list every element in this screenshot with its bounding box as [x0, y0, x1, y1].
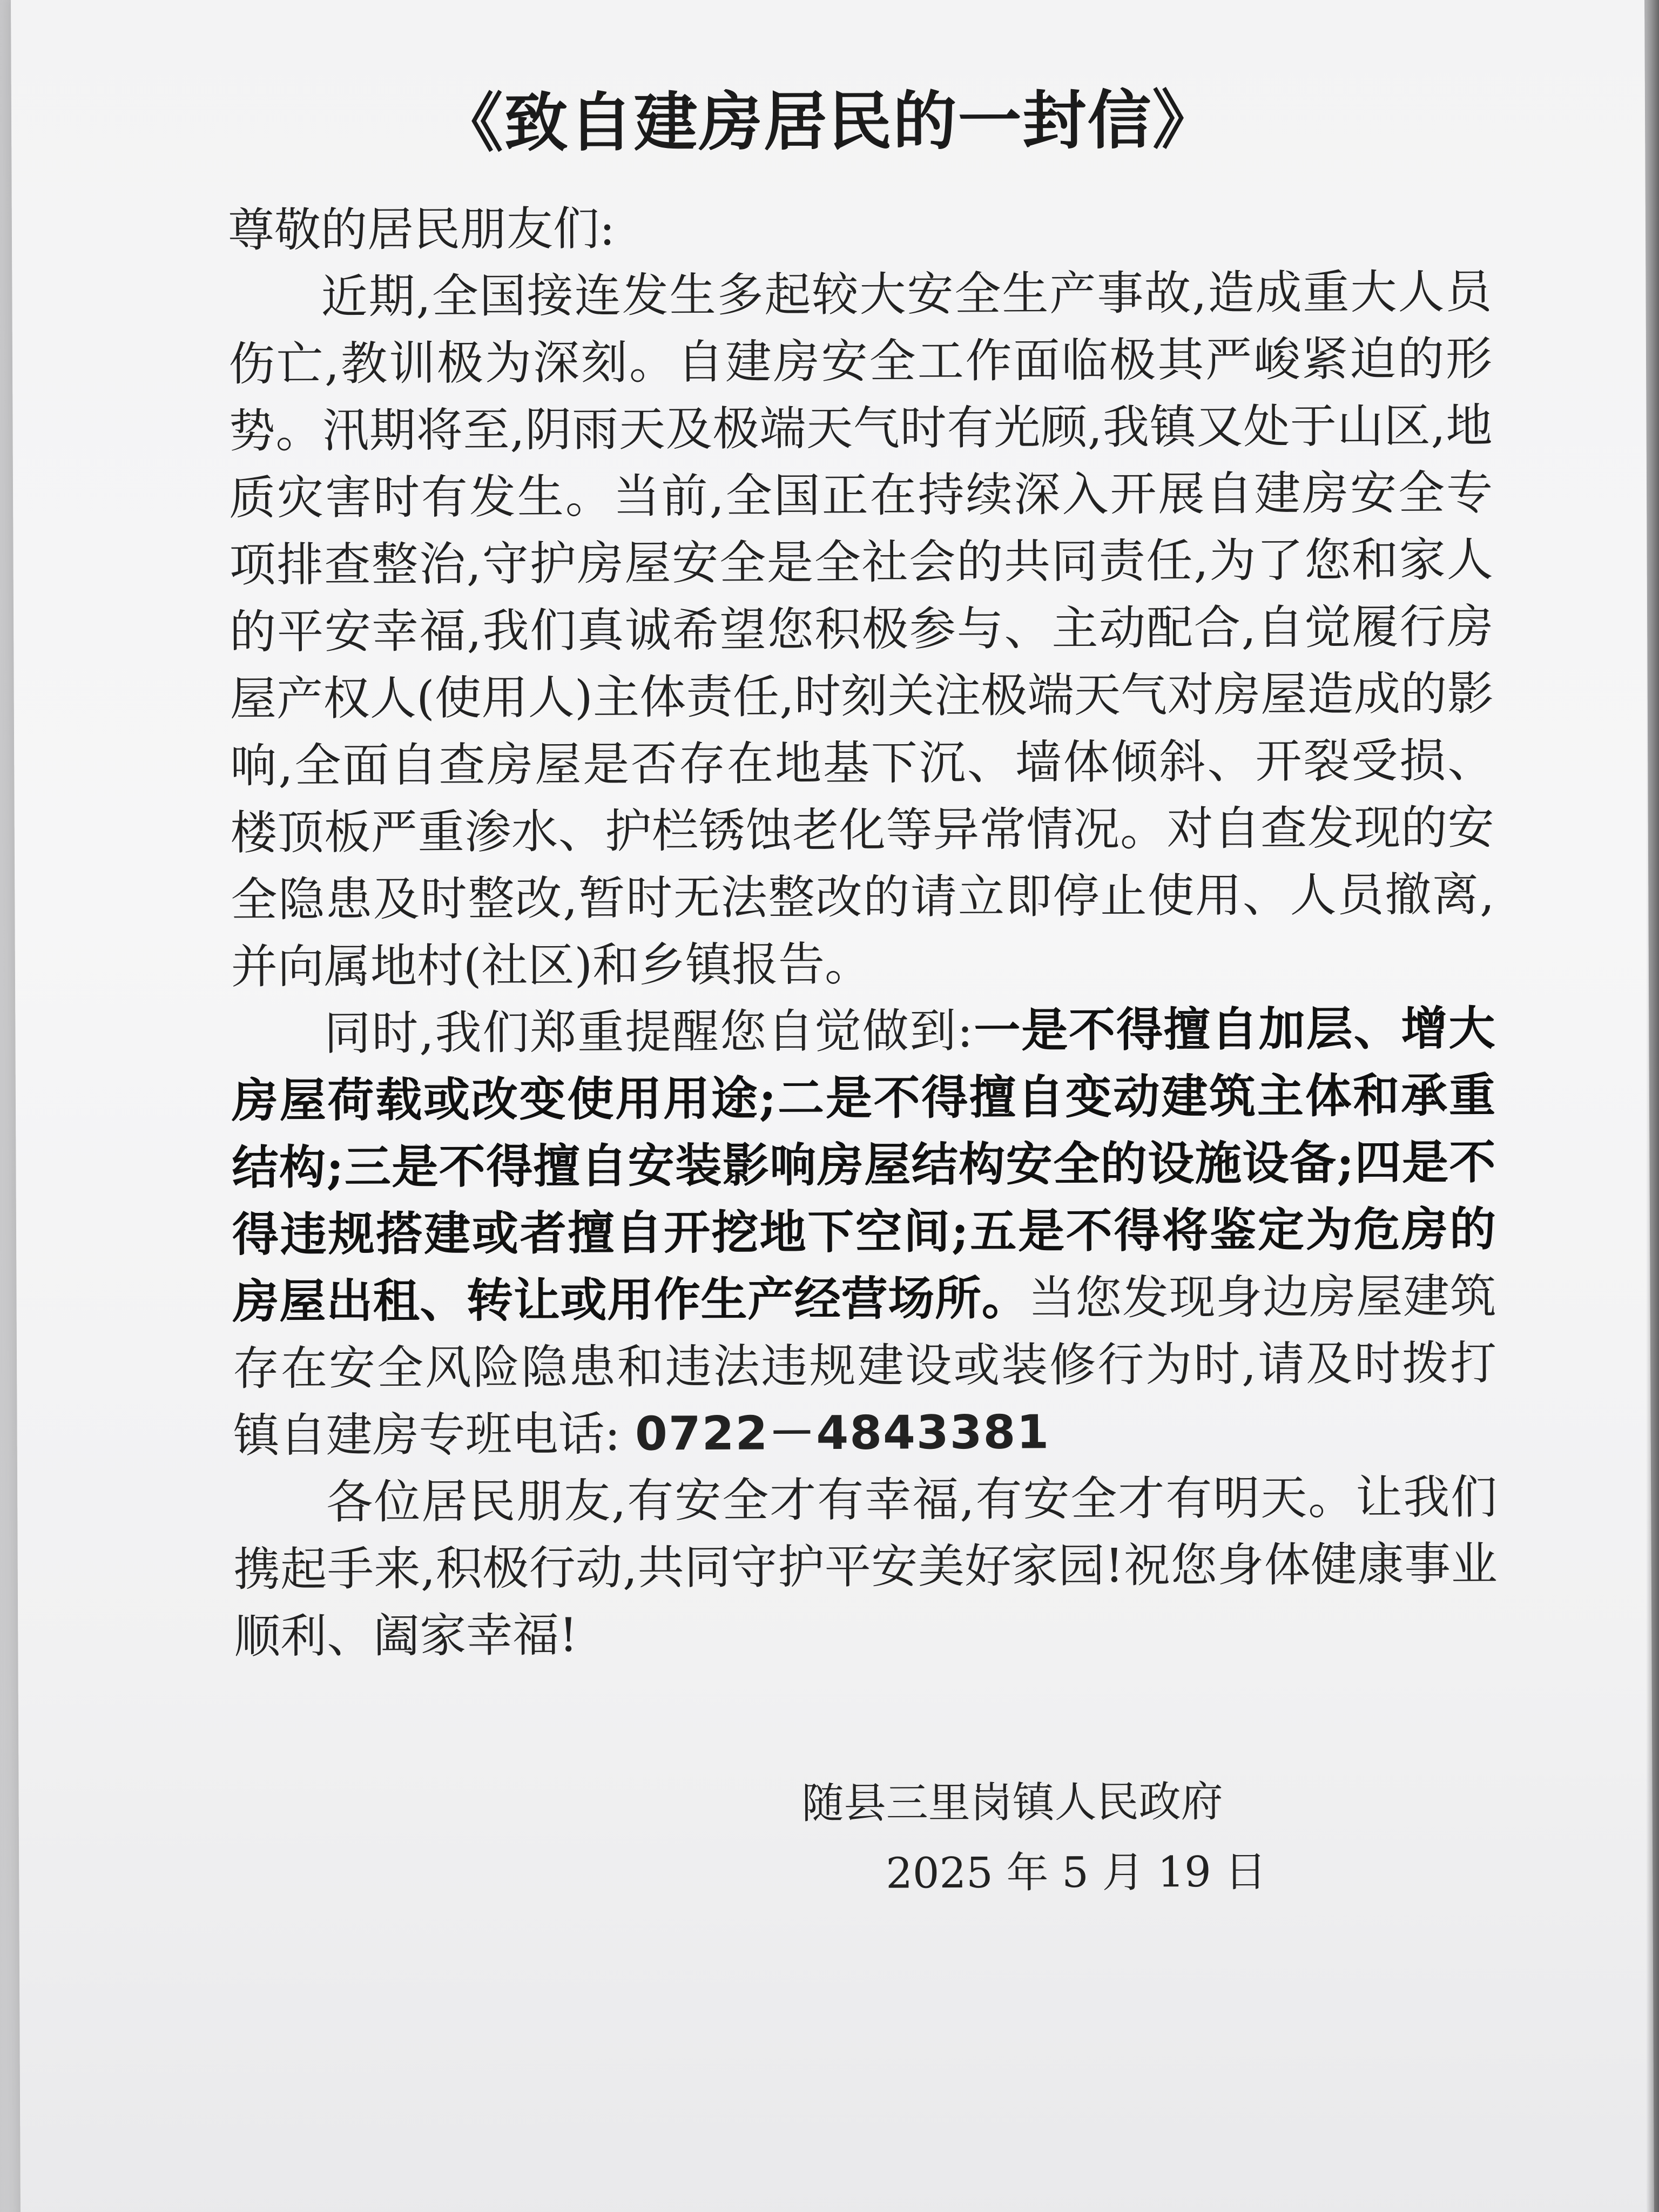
- reminders-prohibitions: 一是不得擅自加层、增大房屋荷载或改变使用用途;二是不得擅自变动建筑主体和承重结构;三是不得擅自安装影响房屋结构安全的设施设备;四是不得违规搭建或者擅自开挖地下空间;五是不得将鉴定为危房的房屋出租、转让或用作生产经营场所。: [231, 1001, 1496, 1329]
- letter-title: 《致自建房居民的一封信》: [439, 82, 1217, 161]
- hotline-number: 0722－4843381: [635, 1405, 1050, 1461]
- reminders-report-instruction: 当您发现身边房屋建筑存在安全风险隐患和违法违规建设或装修行为时,请及时拨打镇自建房专班电话:: [232, 1269, 1497, 1463]
- paragraph-closing: 各位居民朋友,有安全才有幸福,有安全才有明天。让我们携起手来,积极行动,共同守护平安美好家园!祝您身体健康事业顺利、阖家幸福!: [233, 1470, 1498, 1664]
- signature-block: [801, 1766, 1266, 1909]
- paragraph-reminders: [231, 995, 1497, 1469]
- letter-body: [228, 192, 1498, 1670]
- signature-date: 2025 年 5 月 19 日: [886, 1847, 1267, 1898]
- salutation: 尊敬的居民朋友们:: [227, 201, 616, 258]
- photo-edge-shadow: [1646, 0, 1659, 2212]
- paragraph-safety-situation: 近期,全国接连发生多起较大安全生产事故,造成重大人员伤亡,教训极为深刻。自建房安全工作面临极其严峻紧迫的形势。汛期将至,阴雨天及极端天气时有光顾,我镇又处于山区,地质灾害时有发生。当前,全国正在持续深入开展自建房安全专项排查整治,守护房屋安全是全社会的共同责任,为了您和家人的平安幸福,我们真诚希望您积极参与、主动配合,自觉履行房屋产权人(使用人)主体责任,时刻关注极端天气对房屋造成的影响,全面自查房屋是否存在地基下沉、墙体倾斜、开裂受损、楼顶板严重渗水、护栏锈蚀老化等异常情况。对自查发现的安全隐患及时整改,暂时无法整改的请立即停止使用、人员撤离,并向属地村(社区)和乡镇报告。: [228, 265, 1495, 994]
- reminders-lead: 同时,我们郑重提醒您自觉做到:: [324, 1003, 973, 1061]
- signature-organization: 随县三里岗镇人民政府: [801, 1777, 1223, 1829]
- letter-sheet: [11, 0, 1654, 2212]
